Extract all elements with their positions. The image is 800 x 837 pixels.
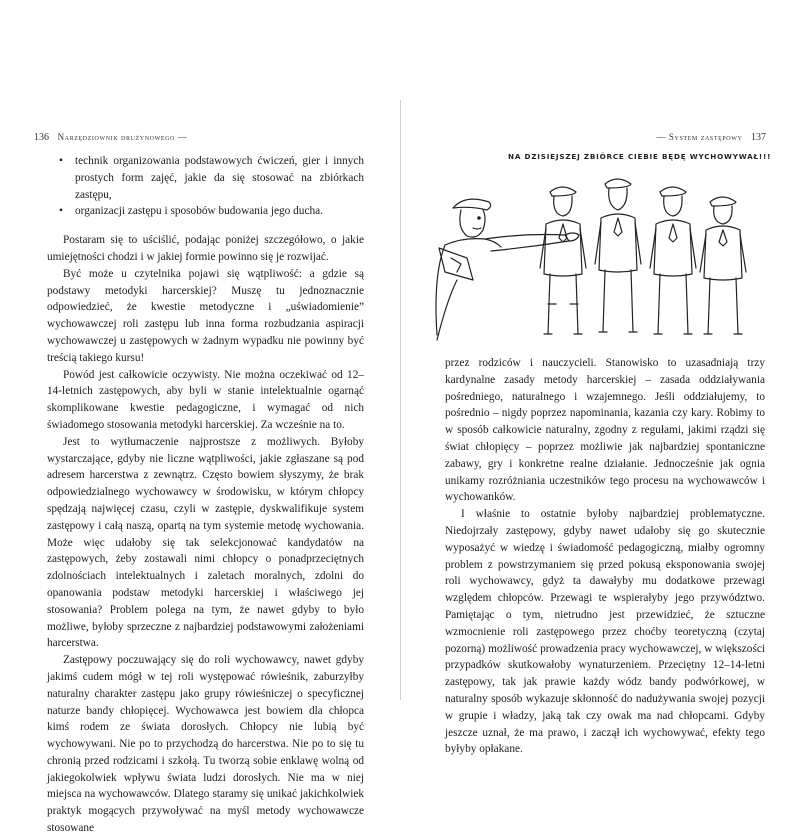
paragraph: Zastępowy poczuwający się do roli wychowawcy, nawet gdyby jakimś cudem mógł w tej roli występować rówieśnik, zaburzyłby naturalny charakter zastępu jako grupy rówieśniczej o specyficznej naturze bandy chłopięcej. Wychowawca jest bowiem dla chłopca kimś rodem ze świata dorosłych. Chłopcy nie lubią być wychowywani. Nie po to przychodzą do harcerstwa. Nie po to się tu chronią przed rodzicami i szkołą. Tu tworzą sobie enklawę wolną od jakiegokolwiek wpływu świata ludzi dorosłych. Nie ma w niej miejsca na wychowawców. Dlatego staramy się unikać jakichkolwiek praktyk mogących przywoływać na myśl metody wychowawcze stosowane <box>47 654 364 835</box>
paragraph: Powód jest całkowicie oczywisty. Nie można oczekiwać od 12–14-letnich zastępowych, aby byli w stanie intelektualnie ogarnąć skomplikowane kwestie pedagogiczne, i wymagać od nich świadomego stosowania metodyki harcerskiej. Za wcześnie na to. <box>47 368 364 431</box>
bullet-item: • technik organizowania podstawowych ćwiczeń, gier i innych prostych form zajęć, jakie da się stosować na zbiórkach zastępu, <box>61 153 364 203</box>
left-running-head: Narzędziownik drużynowego — <box>57 132 188 142</box>
left-page-number: 136 <box>34 132 49 143</box>
bullet-item: • organizacji zastępu i sposobów budowania jego ducha. <box>61 203 364 220</box>
scout-figure-4 <box>700 197 746 334</box>
paragraph: Postaram się to uściślić, podając poniżej szczegółowo, o jakie umiejętności chodzi i w jakiej formie powinno się je rozwijać. <box>47 234 364 263</box>
illustration-caption: NA DZISIEJSZEJ ZBIÓRCE CIEBIE BĘDĘ WYCHOWYWAŁ!!! <box>508 152 772 161</box>
right-page <box>401 0 800 800</box>
paragraph: I właśnie to ostatnie byłoby najbardziej problematyczne. Niedojrzały zastępowy, gdyby nawet udałoby się go skutecznie wyposażyć w wiedzę i świadomość pedagogiczną, miałby ogromny problem z powstrzymaniem się przed pokusą eksponowania swojej roli wychowawcy, gdyż ta dawałyby mu dodatkowe przewagi względem chłopców. Przewagi te wspierałyby jego przywództwo. Pamiętając o tym, nietrudno jest przewidzieć, że sztuczne wzmocnienie roli zastępowego przez choćby teoretyczną (czytaj pozorną) możliwość prowadzenia pracy wychowawczej, w większości przypadków skutkowałoby wynaturzeniem. Przeciętny 12–14-letni zastępowy, tak jak prawie każdy wódz bandy podwórkowej, w naturalny sposób wykazuje skłonność do nadużywania swojej pozycji w grupie i władzy, jaką tak czy owak ma nad chłopcami. Gdyby jeszcze uznał, że ma prawo, i zaczął ich wychowywać, efekty tego byłyby opłakane. <box>445 508 765 756</box>
right-running-head: — System zastępowy <box>656 132 743 142</box>
left-page <box>0 0 400 835</box>
right-running-header <box>656 132 766 143</box>
scout-figure-2 <box>595 179 641 332</box>
paragraph: przez rodziców i nauczycieli. Stanowisko to uzasadniają trzy kardynalne zasady metody harcerskiej – zasada oddziaływania pośredniego, naturalnego i wzajemnego. Jeśli oddziałujemy, to pośrednio – nigdy poprzez napominania, kazania czy kary. Robimy to w sposób całkowicie naturalny, zgodny z regułami, jakimi rządzi się świat chłopięcy – poprzez możliwie jak najbardziej spontaniczne zabawy, gry i konkretne realne działanie. Jednocześnie jak ognia unikamy rozróżniania uczestników tego procesu na wychowawców i wychowanków. <box>445 357 765 504</box>
right-page-number: 137 <box>751 132 766 143</box>
scout-figure-3 <box>650 187 696 334</box>
scout-figure-1 <box>540 187 586 334</box>
left-body-text <box>47 153 364 837</box>
bullet-list <box>47 153 364 220</box>
right-body-text <box>445 355 765 758</box>
left-running-header <box>34 132 187 143</box>
scouts-cartoon-illustration <box>415 150 772 350</box>
paragraph: Być może u czytelnika pojawi się wątpliwość: a gdzie są podstawy metodyki harcerskiej? Muszę tu jednoznacznie odpowiedzieć, że kwestie metodyczne i „uświadomienie” wychowawczej roli zastępu lub inna forma rozbudzania aspiracji wychowawczej u zastępowych w żadnym wypadku nie powinny być treścią takiego kursu! <box>47 267 364 364</box>
paragraph: Jest to wytłumaczenie najprostsze z możliwych. Byłoby wystarczające, gdyby nie liczne wątpliwości, jakie zgłaszane są pod adresem harcerstwa z zewnątrz. Często bowiem słyszymy, że brak odpowiedzialnego wychowawcy w środowisku, w którym chłopcy spędzają najwięcej czasu, czyli w zastępie, dyskwalifikuje system zastępowy i całą naszą, opartą na tym systemie metodę wychowania. Może więc udałoby się tak selekcjonować kandydatów na zastępowych, żeby zostawali nimi chłopcy o ponadprzeciętnych zdolnościach intelektualnych i zaletach moralnych, zdolni do opanowania podstaw metodyki harcerskiej i właściwego jej stosowania? Problem polega na tym, że nawet gdyby to było możliwe, byłoby sprzeczne z najbardziej podstawowymi założeniami harcerstwa. <box>47 435 364 650</box>
